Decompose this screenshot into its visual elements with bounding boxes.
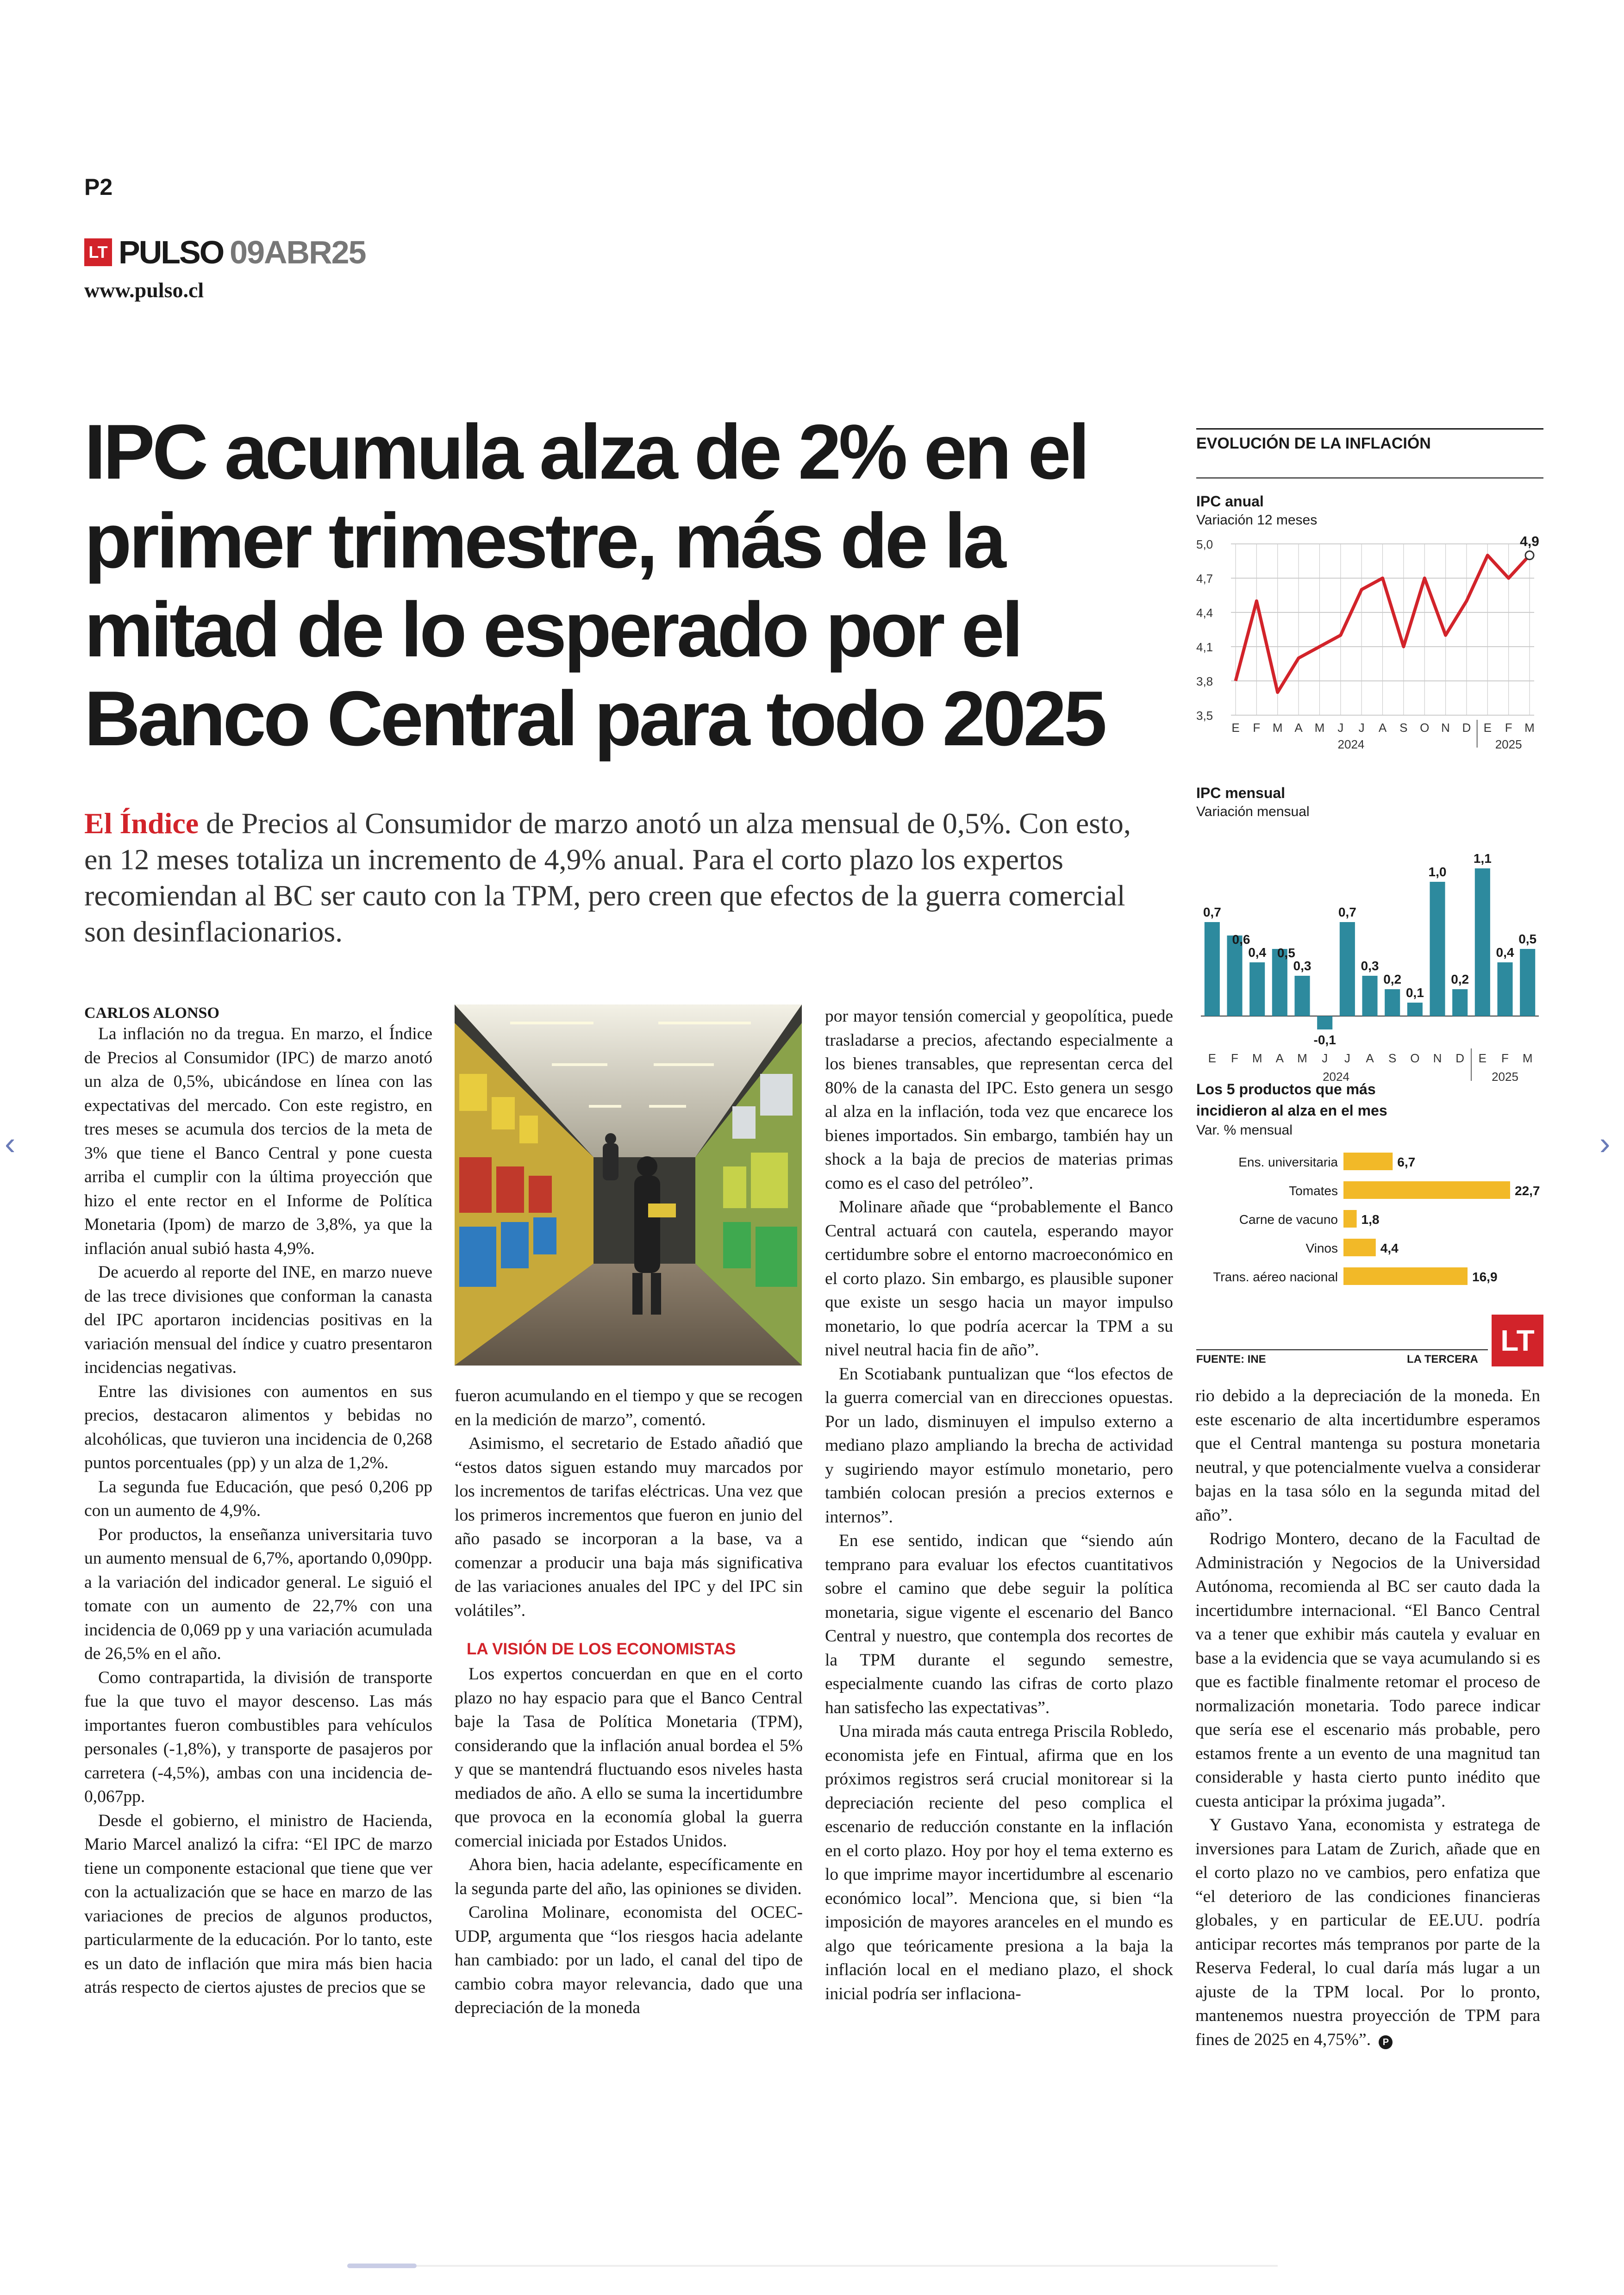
last-point-marker	[1525, 551, 1534, 560]
la-tercera-logo: LT	[84, 238, 112, 266]
article-paragraph: Una mirada más cauta entrega Priscila Robledo, economista jefe en Fintual, afirma que en los próximos registros será crucial monitorear si la depreciación reciente del peso complica el escenario de reducción constante en la inflación en el corto plazo. Hoy por hoy el tema externo es lo que imprime mayor incertidumbre al escenario económico local”. Menciona que, si bien “la imposición de mayores aranceles en el mundo es algo que teóricamente presiona a la baja la inflación local en el mediano plazo, el shock inicial podría ser inflaciona-	[825, 1722, 1173, 2003]
article-column-3	[825, 1004, 1173, 2006]
monthly-bar	[1520, 949, 1535, 1016]
product-bar	[1343, 1239, 1376, 1256]
article-paragraph: Por productos, la enseñanza universitaria tuvo un aumento mensual de 6,7%, aportando 0,090pp. a la variación del indicador general. Le siguió el tomate con un aumento de 22,7% con una incidencia de 0,069 pp y una variación acumulada de 26,5% en el año.	[84, 1525, 432, 1663]
product-label: Tomates	[1289, 1184, 1338, 1198]
x-tick-label: J	[1337, 721, 1344, 735]
bar-value-label: 0,2	[1383, 972, 1402, 986]
article-paragraph: Rodrigo Montero, decano de la Facultad de Administración y Negocios de la Universidad Autónoma, recomienda al BC ser cauto dada la incertidumbre internacional. “El Banco Central va a tener que exhibir más cautela y evaluar en base a la evidencia que se vaya acumulando si es que es factible finalmente retomar el proceso de normalización monetaria. Todo parece indicar que sería ese el escenario más probable, pero estamos frente a un evento de una magnitud tan considerable y hasta cierto punto inédito que cuesta anticipar la próxima jugada”.	[1195, 1529, 1540, 1811]
bar-value-label: 0,7	[1203, 905, 1221, 919]
monthly-bar	[1294, 976, 1310, 1016]
bar-value-label: 1,0	[1428, 865, 1447, 879]
x-tick-label: A	[1275, 1051, 1284, 1065]
x-tick-label: F	[1253, 721, 1261, 735]
monthly-bar	[1227, 935, 1242, 1016]
website-link[interactable]: www.pulso.cl	[84, 278, 204, 302]
monthly-bar	[1249, 962, 1265, 1016]
inflation-sidebar	[1196, 428, 1543, 1372]
x-tick-label: D	[1462, 721, 1471, 735]
article-paragraph: La segunda fue Educación, que pesó 0,206 pp con un aumento de 4,9%.	[84, 1477, 432, 1520]
year-label: 2025	[1492, 1070, 1518, 1081]
article-paragraph: Y Gustavo Yana, economista y estratega de inversiones para Latam de Zurich, añade que en el corto plazo no ve cambios, pero enfatiza que “el deterioro de las condiciones financieras globales, y en particular de EE.UU. podría anticipar recortes más tempranos por parte de la Reserva Federal, lo cual daría más lugar a un ajuste de la TPM local. Por lo pronto, mantenemos nuestra proyección de TPM para fines de 2025 en 4,75%”. P	[1195, 1815, 1540, 2049]
scroll-track	[417, 2265, 1278, 2267]
y-tick-label: 4,4	[1196, 606, 1213, 620]
product-value-label: 6,7	[1397, 1155, 1416, 1169]
y-tick-label: 4,7	[1196, 572, 1213, 586]
article-paragraph: En Scotiabank puntualizan que “los efectos de la guerra comercial van en direcciones opuestas. Por un lado, disminuyen el impulso externo a mediano plazo ampliando la brecha de actividad y sugiriendo mayor estímulo monetario, pero también colocan presión a precios externos e internos”.	[825, 1364, 1173, 1527]
page-label: P2	[84, 174, 113, 200]
product-label: Vinos	[1305, 1241, 1338, 1255]
x-tick-label: S	[1388, 1051, 1397, 1065]
sidebar-title-rule	[1196, 477, 1543, 479]
x-tick-label: M	[1314, 721, 1325, 735]
bar-value-label: 1,1	[1473, 851, 1492, 866]
product-label: Trans. aéreo nacional	[1213, 1270, 1338, 1284]
article-paragraph: De acuerdo al reporte del INE, en marzo nueve de las trece divisiones que conforman la canasta del IPC aportaron incidencias positivas en la variación mensual del índice y cuatro presentaron incidencias negativas.	[84, 1263, 432, 1377]
bar-value-label: 0,4	[1248, 945, 1267, 960]
article-paragraph: Entre las divisiones con aumentos en sus precios, destacaron alimentos y bebidas no alcohólicas, que tuvieron una incidencia de 0,268 puntos porcentuales (pp) y un alza de 1,2%.	[84, 1382, 432, 1472]
monthly-bar	[1340, 922, 1355, 1016]
section-subhead: LA VISIÓN DE LOS ECONOMISTAS	[467, 1640, 736, 1658]
monthly-bar	[1205, 922, 1220, 1016]
brand-name: PULSO	[119, 234, 224, 270]
bar-value-label: 0,5	[1277, 946, 1295, 960]
article-paragraph: La inflación no da tregua. En marzo, el Índice de Precios al Consumidor (IPC) de marzo anotó un alza de 0,5%, ubicándose en línea con las expectativas del mercado. Con este registro, en tres meses se acumula dos tercios de la meta de 3% que tiene el Banco Central y pone cuesta arriba el cumplir con la última proyección que hizo el ente rector en el Informe de Política Monetaria (Ipom) de marzo de 3,8%, ya que la inflación anual subió hasta 4,9%.	[84, 1024, 432, 1258]
x-tick-label: E	[1231, 721, 1240, 735]
byline: CARLOS ALONSO	[84, 1004, 219, 1022]
masthead	[84, 231, 366, 273]
annual-inflation-line-chart	[1196, 530, 1543, 752]
product-value-label: 22,7	[1515, 1184, 1540, 1198]
product-value-label: 1,8	[1361, 1212, 1380, 1227]
article-paragraph: En ese sentido, indican que “siendo aún temprano para evaluar los efectos cuantitativos sobre el camino que debe seguir la política monetaria, sigue vigente el escenario del Banco Central y nuestro, que contempla dos recortes de la TPM durante el segundo semestre, especialmente cuando las cifras de corto plazo han satisfecho las expectativas”.	[825, 1531, 1173, 1717]
article-paragraph: Desde el gobierno, el ministro de Hacienda, Mario Marcel analizó la cifra: “El IPC de marzo tiene un componente estacional que tiene que ver con la actualización que se hace en marzo de las variaciones de precios de algunos productos, particularmente de la educación. Por lo tanto, este es un dato de inflación que mira más bien hacia atrás respecto de ciertos ajustes de precios que se	[84, 1811, 432, 1997]
sidebar-bottom-rule	[1196, 1349, 1488, 1350]
annual-chart-title: IPC anual	[1196, 493, 1264, 510]
bar-value-label: 0,1	[1405, 985, 1424, 1000]
source-note: FUENTE: INE	[1196, 1353, 1266, 1366]
article-column-2	[455, 1384, 803, 2020]
product-bar	[1343, 1210, 1357, 1228]
x-tick-label: M	[1272, 721, 1283, 735]
credit-note: LA TERCERA	[1407, 1353, 1478, 1366]
lead-text: de Precios al Consumidor de marzo anotó un alza mensual de 0,5%. Con esto, en 12 meses totaliza un incremento de 4,9% anual. Para el corto plazo los expertos recomiendan al BC ser cauto con la TPM, pero creen que efectos de la guerra comercial son desinflacionarios.	[84, 807, 1131, 948]
product-bar	[1343, 1153, 1393, 1170]
x-tick-label: M	[1524, 721, 1535, 735]
sidebar-top-rule	[1196, 428, 1543, 430]
x-tick-label: F	[1505, 721, 1512, 735]
x-tick-label: M	[1252, 1051, 1262, 1065]
y-tick-label: 5,0	[1196, 537, 1213, 551]
product-bar	[1343, 1267, 1468, 1285]
article-paragraph: Asimismo, el secretario de Estado añadió que “estos datos siguen estando muy marcados por los incrementos de tarifas eléctricas. Una vez que los primeros incrementos que fueron en junio del año pasado se incorporan a la base, va a comenzar a producir una baja más significativa de las variaciones anuales del IPC y del IPC sin volátiles”.	[455, 1434, 803, 1620]
product-bar	[1343, 1181, 1510, 1199]
bar-value-label: 0,4	[1496, 945, 1514, 960]
product-label: Ens. universitaria	[1238, 1155, 1338, 1169]
article-column-4	[1195, 1384, 1540, 2052]
bar-value-label: 0,7	[1338, 905, 1356, 919]
x-tick-label: E	[1483, 721, 1492, 735]
bar-value-label: 0,6	[1232, 932, 1250, 947]
bar-value-label: -0,1	[1313, 1033, 1336, 1047]
year-label: 2024	[1323, 1070, 1349, 1081]
monthly-bar	[1385, 989, 1400, 1016]
supermarket-photo	[455, 1004, 802, 1366]
x-tick-label: E	[1208, 1051, 1217, 1065]
x-tick-label: N	[1441, 721, 1450, 735]
headline: IPC acumula alza de 2% en el primer trimestre, más de la mitad de lo esperado por el Banco Central para todo 2025	[84, 408, 1105, 762]
issue-date: 09ABR25	[230, 234, 366, 270]
x-tick-label: A	[1378, 721, 1387, 735]
x-tick-label: F	[1501, 1051, 1509, 1065]
bar-value-label: 0,3	[1293, 959, 1312, 973]
x-tick-label: M	[1297, 1051, 1307, 1065]
sidebar-title: EVOLUCIÓN DE LA INFLACIÓN	[1196, 435, 1431, 452]
monthly-chart-subtitle: Variación mensual	[1196, 804, 1310, 819]
article-paragraph: Molinare añade que “probablemente el Banco Central actuará con cautela, esperando mayor certidumbre sobre el entorno macroeconómico en el corto plazo. Sin embargo, es plausible suponer que existe un sesgo hacia un mayor impulso monetario, lo que podría acercar la TPM a su nivel neutral hacia fin de año”.	[825, 1197, 1173, 1360]
x-tick-label: O	[1410, 1051, 1420, 1065]
monthly-inflation-bar-chart	[1196, 822, 1543, 1081]
products-chart-title: Los 5 productos que más incidieron al alza en el mes	[1196, 1081, 1387, 1119]
x-tick-label: A	[1294, 721, 1303, 735]
article-paragraph: rio debido a la depreciación de la moneda. En este escenario de alta incertidumbre esperamos que el Central mantenga su postura monetaria neutral, y que potencialmente vuelva a considerar bajas en la tasa sólo en la segunda mitad del año”.	[1195, 1386, 1540, 1525]
article-column-1	[84, 1004, 432, 2000]
product-value-label: 16,9	[1472, 1270, 1498, 1284]
page-scroll-indicator[interactable]	[347, 2264, 417, 2268]
monthly-bar	[1317, 1016, 1332, 1029]
monthly-bar	[1407, 1003, 1423, 1016]
monthly-bar	[1452, 989, 1468, 1016]
x-tick-label: E	[1478, 1051, 1487, 1065]
x-tick-label: J	[1344, 1051, 1350, 1065]
x-tick-label: S	[1399, 721, 1408, 735]
x-tick-label: N	[1433, 1051, 1442, 1065]
next-page-arrow-icon[interactable]: ›	[1599, 1125, 1611, 1161]
y-tick-label: 3,8	[1196, 674, 1213, 688]
lead-highlight: El Índice	[84, 807, 199, 840]
x-tick-label: A	[1366, 1051, 1374, 1065]
products-chart-subtitle: Var. % mensual	[1196, 1123, 1293, 1138]
article-paragraph: fueron acumulando en el tiempo y que se recogen en la medición de marzo”, comentó.	[455, 1386, 803, 1429]
products-hbar-chart	[1196, 1143, 1543, 1301]
monthly-bar	[1475, 868, 1490, 1016]
annual-chart-subtitle: Variación 12 meses	[1196, 512, 1318, 528]
la-tercera-logo-large: LT	[1492, 1315, 1543, 1366]
x-tick-label: O	[1420, 721, 1430, 735]
bar-value-label: 0,2	[1451, 972, 1469, 986]
article-paragraph: Los expertos concuerdan en que en el corto plazo no hay espacio para que el Banco Central baje la Tasa de Política Monetaria (TPM), considerando que la inflación anual bordea el 5% y que se mantendrá fluctuando esos niveles hasta mediados de año. A ello se suma la incertidumbre que provoca en la economía global la guerra comercial iniciada por Estados Unidos.	[455, 1665, 803, 1851]
monthly-chart-title: IPC mensual	[1196, 785, 1286, 801]
monthly-bar	[1497, 962, 1512, 1016]
article-paragraph: Ahora bien, hacia adelante, específicamente en la segunda parte del año, las opiniones se dividen.	[455, 1855, 803, 1898]
x-tick-label: D	[1455, 1051, 1465, 1065]
y-tick-label: 3,5	[1196, 709, 1213, 723]
year-label: 2025	[1495, 737, 1522, 751]
x-tick-label: F	[1231, 1051, 1238, 1065]
x-tick-label: J	[1322, 1051, 1328, 1065]
x-tick-label: J	[1358, 721, 1365, 735]
product-value-label: 4,4	[1380, 1241, 1399, 1255]
article-paragraph: Como contrapartida, la división de transporte fue la que tuvo el mayor descenso. Las más importantes fueron combustibles para vehículos personales (-1,8%), y transporte de pasajeros por carretera (-4,5%), ambas con una incidencia de-0,067pp.	[84, 1668, 432, 1806]
last-value-label: 4,9	[1520, 534, 1539, 549]
monthly-bar	[1430, 882, 1445, 1016]
bar-value-label: 0,5	[1518, 932, 1537, 946]
article-paragraph: Carolina Molinare, economista del OCEC-UDP, argumenta que “los riesgos hacia adelante han cambiado: por un lado, el canal del tipo de cambio cobra mayor relevancia, dado que una depreciación de la moneda	[455, 1903, 803, 2017]
monthly-bar	[1362, 976, 1377, 1016]
bar-value-label: 0,3	[1361, 959, 1379, 973]
x-tick-label: M	[1522, 1051, 1533, 1065]
y-tick-label: 4,1	[1196, 640, 1213, 654]
article-paragraph: por mayor tensión comercial y geopolítica, puede trasladarse a precios, afectando especialmente a los bienes transables, que representan cerca del 80% de la canasta del IPC. Esto genera un sesgo al alza en la inflación, toda vez que encarece los bienes importados. Sin embargo, también hay un shock a la baja de precios de materias primas como es el caso del petróleo”.	[825, 1007, 1173, 1193]
lead-paragraph	[84, 805, 1163, 950]
prev-page-arrow-icon[interactable]: ‹	[5, 1125, 16, 1161]
product-label: Carne de vacuno	[1239, 1212, 1338, 1227]
end-mark-icon: P	[1379, 2035, 1393, 2049]
year-label: 2024	[1337, 737, 1365, 751]
